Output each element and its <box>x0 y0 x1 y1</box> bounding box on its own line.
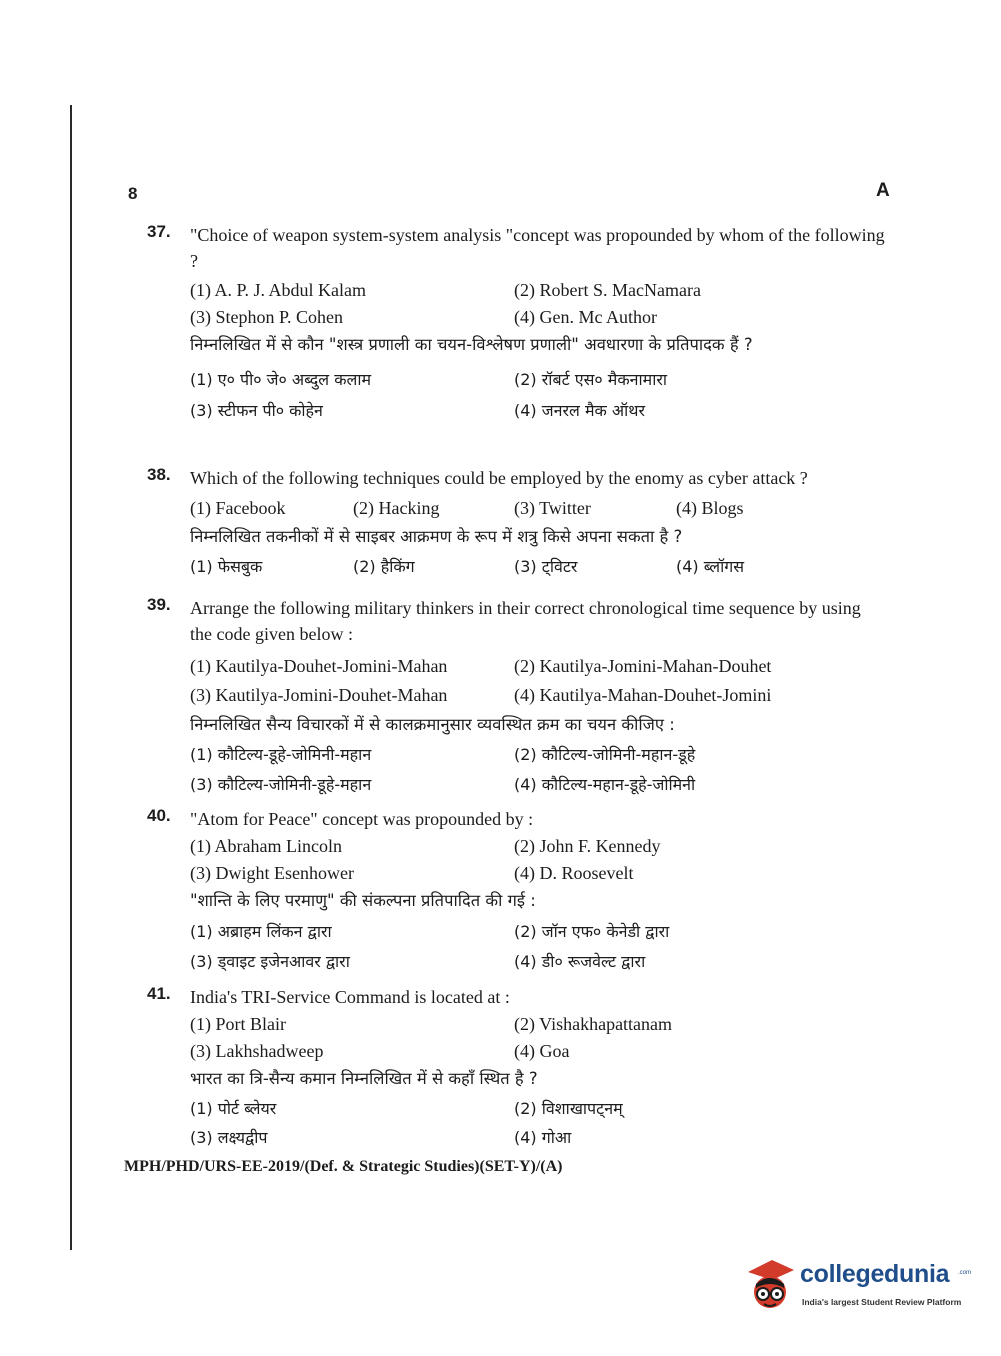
options-hi <box>190 917 887 977</box>
option: (3) Stephon P. Cohen <box>190 307 343 327</box>
option: (4) कौटिल्य-महान-डूहे-जोमिनी <box>514 775 696 794</box>
question-text-hi: भारत का त्रि-सैन्य कमान निम्नलिखित में से कहाँ स्थित है ? <box>190 1069 538 1088</box>
option: (3) लक्ष्यद्वीप <box>190 1128 268 1147</box>
brand-domain: .com <box>958 1270 972 1276</box>
question-38 <box>147 465 887 582</box>
option: (4) Gen. Mc Author <box>514 307 657 327</box>
option: (4) डी० रूजवेल्ट द्वारा <box>514 952 646 971</box>
question-text-hi: निम्नलिखित सैन्य विचारकों में से कालक्रमानुसार व्यवस्थित क्रम का चयन कीजिए : <box>190 715 675 734</box>
page-number: 8 <box>128 184 138 203</box>
options-hi <box>190 552 887 582</box>
collegedunia-watermark <box>742 1252 972 1318</box>
option: (4) जनरल मैक ऑथर <box>514 401 646 420</box>
option: (1) पोर्ट ब्लेयर <box>190 1099 277 1118</box>
question-number: 37. <box>147 222 171 241</box>
option: (2) जॉन एफ० केनेडी द्वारा <box>514 922 670 941</box>
option: (3) Twitter <box>514 498 591 518</box>
set-code: A <box>876 180 890 201</box>
options-en <box>190 1011 887 1065</box>
option: (4) Kautilya-Mahan-Douhet-Jomini <box>514 685 772 705</box>
question-41 <box>147 984 887 1152</box>
option: (3) कौटिल्य-जोमिनी-डूहे-महान <box>190 775 372 794</box>
option: (4) Goa <box>514 1041 570 1061</box>
options-en <box>190 493 887 523</box>
option: (2) Vishakhapattanam <box>514 1014 673 1034</box>
option: (3) Dwight Esenhower <box>190 863 354 883</box>
question-number: 41. <box>147 984 171 1003</box>
option: (4) Blogs <box>676 498 744 518</box>
option: (2) Kautilya-Jomini-Mahan-Douhet <box>514 656 772 676</box>
option: (1) Port Blair <box>190 1014 286 1034</box>
question-number: 39. <box>147 595 171 614</box>
question-text-en: India's TRI-Service Command is located at : <box>190 987 510 1007</box>
brand-tagline: India's largest Student Review Platform <box>802 1297 962 1307</box>
option: (2) Hacking <box>353 498 440 518</box>
question-text-hi: निम्नलिखित तकनीकों में से साइबर आक्रमण के रूप में शत्रु किसे अपना सकता है ? <box>190 527 683 546</box>
option: (2) Robert S. MacNamara <box>514 280 701 300</box>
option: (3) स्टीफन पी० कोहेन <box>190 401 323 420</box>
options-en <box>190 833 887 887</box>
options-en <box>190 652 887 710</box>
option: (4) ब्लॉगस <box>676 557 745 576</box>
option: (2) कौटिल्य-जोमिनी-महान-डूहे <box>514 745 696 764</box>
option: (3) ड्वाइट इजेनआवर द्वारा <box>190 952 350 971</box>
question-text-en: Which of the following techniques could be employed by the enomy as cyber attack ? <box>190 468 808 488</box>
question-39 <box>147 595 887 800</box>
option: (2) John F. Kennedy <box>514 836 661 856</box>
option: (1) अब्राहम लिंकन द्वारा <box>190 922 332 941</box>
question-37 <box>147 222 887 426</box>
question-40 <box>147 806 887 977</box>
option: (1) फेसबुक <box>190 557 263 576</box>
options-hi <box>190 740 887 800</box>
option: (2) विशाखापट्नम् <box>514 1099 623 1118</box>
option: (1) ए० पी० जे० अब्दुल कलाम <box>190 370 372 389</box>
question-text-hi: "शान्ति के लिए परमाणु" की संकल्पना प्रतिपादित की गई : <box>190 891 536 910</box>
option: (1) Kautilya-Douhet-Jomini-Mahan <box>190 656 448 676</box>
option: (3) Lakhshadweep <box>190 1041 324 1061</box>
option: (1) Facebook <box>190 498 286 518</box>
option: (3) Kautilya-Jomini-Douhet-Mahan <box>190 685 448 705</box>
question-text-en: Arrange the following military thinkers in their correct chronological time sequence by using the code given below : <box>190 598 861 644</box>
option: (2) रॉबर्ट एस० मैकनामारा <box>514 370 668 389</box>
paper-code-footer: MPH/PHD/URS-EE-2019/(Def. & Strategic Studies)(SET-Y)/(A) <box>124 1158 563 1175</box>
question-text-hi: निम्नलिखित में से कौन "शस्त्र प्रणाली का चयन-विश्लेषण प्रणाली" अवधारणा के प्रतिपादक हैं ? <box>190 335 753 354</box>
question-text-en: "Atom for Peace" concept was propounded by : <box>190 809 534 829</box>
margin-line <box>70 105 72 1250</box>
option: (1) A. P. J. Abdul Kalam <box>190 280 367 300</box>
options-en <box>190 277 887 331</box>
question-number: 40. <box>147 806 171 825</box>
options-hi <box>190 1094 887 1152</box>
option: (1) कौटिल्य-डूहे-जोमिनी-महान <box>190 745 372 764</box>
option: (2) हैकिंग <box>353 557 415 576</box>
option: (4) गोआ <box>514 1128 572 1147</box>
student-mascot-icon <box>742 1254 798 1314</box>
option: (4) D. Roosevelt <box>514 863 634 883</box>
question-text-en: "Choice of weapon system-system analysis "concept was propounded by whom of the following ? <box>190 225 885 271</box>
question-number: 38. <box>147 465 171 484</box>
brand-name: collegedunia <box>800 1260 950 1288</box>
option: (1) Abraham Lincoln <box>190 836 342 856</box>
option: (3) ट्विटर <box>514 557 578 576</box>
options-hi <box>190 364 887 426</box>
